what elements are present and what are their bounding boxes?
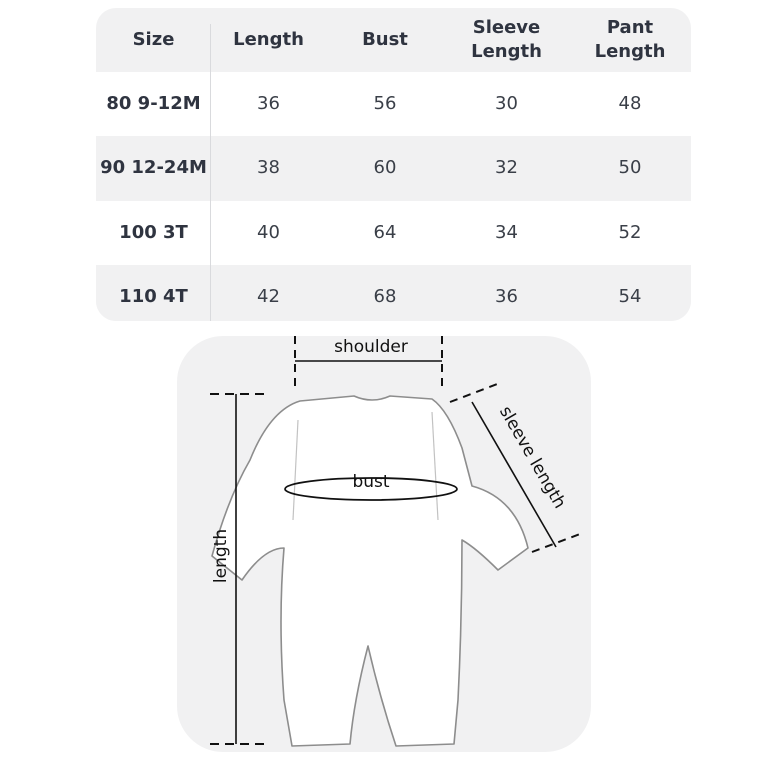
sleeve-length-cell: 30 <box>495 93 518 114</box>
header-bust: Bust <box>362 29 408 50</box>
sleeve-length-cell: 34 <box>495 222 518 243</box>
size-cell: 100 3T <box>119 222 188 243</box>
bust-cell: 68 <box>373 286 397 307</box>
size-cell: 110 4T <box>119 286 188 307</box>
sleeve-length-label: sleeve length <box>495 402 570 513</box>
pant-length-cell: 50 <box>618 157 642 178</box>
header-length: Length <box>233 29 304 50</box>
shoulder-label: shoulder <box>334 337 408 357</box>
header-sleeve-length: Sleeve Length <box>471 17 542 62</box>
length-cell: 40 <box>257 222 280 243</box>
size-cell: 80 9-12M <box>106 93 201 114</box>
pant-length-cell: 52 <box>618 222 642 243</box>
header-size: Size <box>132 29 175 50</box>
length-cell: 42 <box>257 286 280 307</box>
shoulder-measure <box>295 336 442 388</box>
pant-length-cell: 48 <box>618 93 642 114</box>
romper-outline <box>212 396 528 746</box>
length-cell: 38 <box>257 157 280 178</box>
bust-label: bust <box>352 472 390 492</box>
bust-cell: 60 <box>373 157 397 178</box>
bust-cell: 64 <box>373 222 397 243</box>
length-cell: 36 <box>257 93 280 114</box>
length-label: length <box>211 528 231 584</box>
bust-cell: 56 <box>373 93 397 114</box>
header-pant-length: Pant Length <box>594 17 666 62</box>
sleeve-length-cell: 36 <box>495 286 518 307</box>
sleeve-length-cell: 32 <box>495 157 518 178</box>
pant-length-cell: 54 <box>618 286 642 307</box>
size-cell: 90 12-24M <box>100 157 207 178</box>
